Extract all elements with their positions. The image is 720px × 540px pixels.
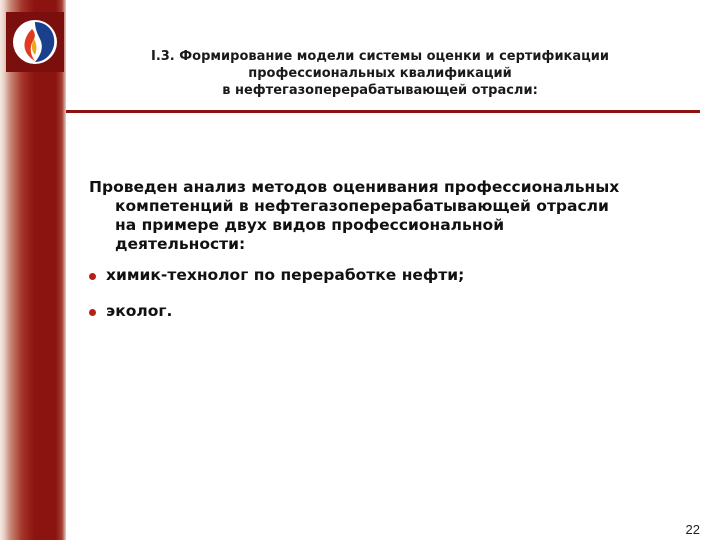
- bullet-list: [89, 266, 649, 338]
- bullet-text: химик-технолог по переработке нефти;: [106, 266, 465, 284]
- lead-line: компетенций в нефтегазоперерабатывающей отрасли: [115, 197, 609, 215]
- lead-line: деятельности:: [115, 235, 246, 253]
- bullet-item: [89, 266, 649, 285]
- slide-title: [120, 48, 640, 99]
- bullet-dot-icon: [89, 273, 96, 280]
- flame-drop-logo-icon: [10, 17, 60, 67]
- page-number: 22: [685, 522, 700, 537]
- lead-line: Проведен анализ методов оценивания профессиональных: [89, 178, 620, 196]
- lead-line: на примере двух видов профессиональной: [115, 216, 505, 234]
- title-line: I.3. Формирование модели системы оценки и сертификации: [150, 49, 609, 64]
- title-divider: [66, 110, 700, 113]
- lead-paragraph: [89, 178, 689, 254]
- bullet-text: эколог.: [106, 302, 173, 320]
- title-line: в нефтегазоперерабатывающей отрасли:: [222, 83, 538, 98]
- bullet-item: [89, 302, 649, 321]
- title-line: профессиональных квалификаций: [248, 66, 512, 81]
- bullet-dot-icon: [89, 309, 96, 316]
- sidebar-decoration: [0, 0, 66, 540]
- company-logo: [6, 12, 64, 72]
